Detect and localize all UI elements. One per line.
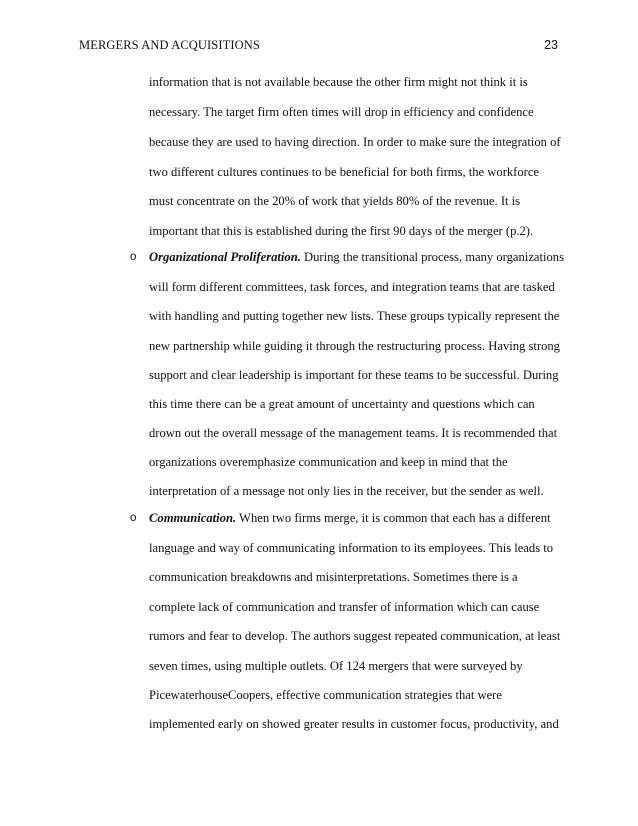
bullet-line: support and clear leadership is important for these teams to be successful. During bbox=[149, 368, 559, 382]
bullet-marker: o bbox=[130, 512, 137, 524]
bullet-first-line-text: During the transitional process, many organizations bbox=[300, 250, 564, 264]
bullet-line: with handling and putting together new lists. These groups typically represent the bbox=[149, 309, 560, 323]
paragraph-line: two different cultures continues to be beneficial for both firms, the workforce bbox=[149, 165, 540, 179]
bullet-line: PicewaterhouseCoopers, effective communication strategies that were bbox=[149, 688, 502, 702]
bullet-line: new partnership while guiding it through the restructuring process. Having strong bbox=[149, 339, 560, 353]
paragraph-line: must concentrate on the 20% of work that yields 80% of the revenue. It is bbox=[149, 194, 521, 208]
bullet-line: implemented early on showed greater results in customer focus, productivity, and bbox=[149, 717, 559, 731]
bullet-marker: o bbox=[130, 251, 137, 263]
bullet-line: language and way of communicating information to its employees. This leads to bbox=[149, 541, 554, 555]
bullet-line: communication breakdowns and misinterpretations. Sometimes there is a bbox=[149, 570, 518, 584]
paragraph-line: important that this is established during the first 90 days of the merger (p.2). bbox=[149, 224, 534, 238]
bullet-first-line-text: When two firms merge, it is common that each has a different bbox=[236, 511, 551, 525]
bullet-line: drown out the overall message of the management teams. It is recommended that bbox=[149, 426, 558, 440]
bullet-title: Communication. bbox=[149, 511, 237, 525]
bullet-line: organizations overemphasize communication and keep in mind that the bbox=[149, 455, 508, 469]
paragraph-line: because they are used to having direction. In order to make sure the integration of bbox=[149, 135, 561, 149]
bullet-line: seven times, using multiple outlets. Of 124 mergers that were surveyed by bbox=[149, 659, 523, 673]
bullet-first-line bbox=[149, 510, 551, 526]
bullet-line: rumors and fear to develop. The authors suggest repeated communication, at least bbox=[149, 629, 561, 643]
page-header bbox=[79, 38, 558, 56]
bullet-title: Organizational Proliferation. bbox=[149, 250, 301, 264]
running-head: MERGERS AND ACQUISITIONS bbox=[79, 38, 260, 52]
paragraph-line: necessary. The target firm often times will drop in efficiency and confidence bbox=[149, 105, 534, 119]
paragraph-line: information that is not available because the other firm might not think it is bbox=[149, 75, 528, 89]
bullet-line: this time there can be a great amount of uncertainty and questions which can bbox=[149, 397, 535, 411]
bullet-first-line bbox=[149, 249, 564, 265]
bullet-line: interpretation of a message not only lies in the receiver, but the sender as well. bbox=[149, 484, 544, 498]
page-number: 23 bbox=[544, 38, 558, 52]
bullet-line: complete lack of communication and transfer of information which can cause bbox=[149, 600, 540, 614]
bullet-line: will form different committees, task forces, and integration teams that are tasked bbox=[149, 280, 555, 294]
